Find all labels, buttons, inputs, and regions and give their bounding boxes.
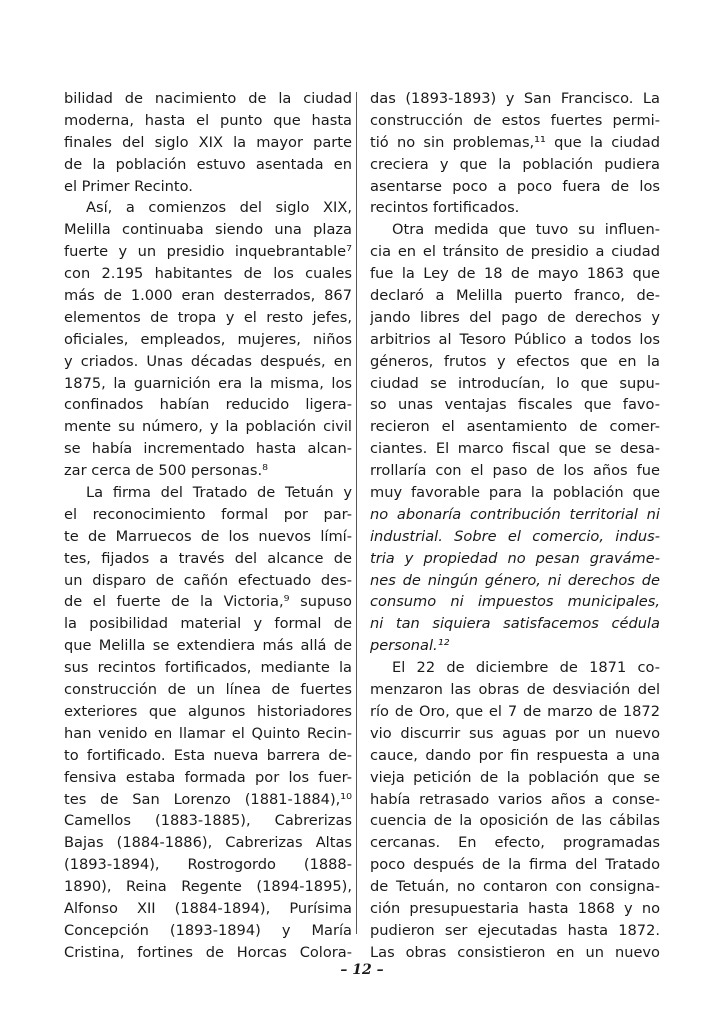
- text-line: to fortificado. Esta nueva barrera de-: [64, 746, 352, 764]
- text-line: pudieron ser ejecutadas hasta 1872.: [370, 921, 660, 939]
- text-line: y criados. Unas décadas después, en: [64, 352, 352, 370]
- text-line: recintos fortificados.: [370, 199, 520, 217]
- text-line: finales del siglo XIX la mayor parte: [64, 133, 352, 151]
- text-line: de Tetuán, no contaron con consigna-: [370, 878, 660, 896]
- text-line: se había incrementado hasta alcan-: [64, 440, 352, 458]
- text-line: de la población estuvo asentada en: [64, 155, 352, 173]
- text-line: la posibilidad material y formal de: [64, 615, 352, 633]
- text-line: poco después de la firma del Tratado: [370, 856, 660, 874]
- text-line: vio discurrir sus aguas por un nuevo: [370, 724, 660, 742]
- text-line: fuerte y un presidio inquebrantable⁷: [64, 243, 352, 261]
- text-line: jando libres del pago de derechos y: [370, 308, 660, 326]
- text-line: de el fuerte de la Victoria,⁹ supuso: [64, 593, 352, 611]
- text-line: asentarse poco a poco fuera de los: [370, 177, 660, 195]
- text-line: Concepción (1893-1894) y María: [64, 921, 352, 939]
- text-line: cia en el tránsito de presidio a ciudad: [370, 243, 660, 261]
- text-line: cauce, dando por fin respuesta a una: [370, 746, 660, 764]
- text-line: arbitrios al Tesoro Público a todos los: [370, 330, 660, 348]
- text-line: (1893-1894), Rostrogordo (1888-: [64, 856, 352, 874]
- text-line: con 2.195 habitantes de los cuales: [64, 265, 352, 283]
- text-line: tió no sin problemas,¹¹ que la ciudad: [370, 133, 660, 151]
- text-line: industrial. Sobre el comercio, indus-: [370, 527, 660, 545]
- text-line: cuencia de la oposición de las cábilas: [370, 812, 660, 830]
- text-line: consumo ni impuestos municipales,: [370, 593, 660, 611]
- text-line: vieja petición de la población que se: [370, 768, 660, 786]
- text-line: un disparo de cañón efectuado des-: [64, 571, 352, 589]
- text-line: Otra medida que tuvo su influen-: [392, 221, 660, 239]
- text-line: no abonaría contribución territorial ni: [370, 505, 660, 523]
- text-line: 1875, la guarnición era la misma, los: [64, 374, 352, 392]
- text-line: construcción de estos fuertes permi-: [370, 111, 660, 129]
- text-line: 1890), Reina Regente (1894-1895),: [64, 878, 352, 896]
- text-line: exteriores que algunos historiadores: [64, 702, 352, 720]
- text-line: Cristina, fortines de Horcas Colora-: [64, 943, 352, 961]
- text-line: ciantes. El marco fiscal que se desa-: [370, 440, 660, 458]
- page-number: – 12 –: [340, 962, 384, 978]
- text-line: el reconocimiento formal por par-: [64, 505, 352, 523]
- text-line: Así, a comienzos del siglo XIX,: [86, 199, 352, 217]
- text-line: Las obras consistieron en un nuevo: [370, 943, 660, 961]
- text-line: oficiales, empleados, mujeres, niños: [64, 330, 352, 348]
- text-line: moderna, hasta el punto que hasta: [64, 111, 352, 129]
- text-line: te de Marruecos de los nuevos límí-: [64, 527, 352, 545]
- text-line: El 22 de diciembre de 1871 co-: [392, 659, 660, 677]
- left-text-column: [64, 88, 352, 964]
- text-line: Camellos (1883-1885), Cabrerizas: [64, 812, 352, 830]
- text-line: cercanas. En efecto, programadas: [370, 834, 660, 852]
- text-line: creciera y que la población pudiera: [370, 155, 660, 173]
- text-line: fue la Ley de 18 de mayo 1863 que: [370, 265, 660, 283]
- text-line: Bajas (1884-1886), Cabrerizas Altas: [64, 834, 352, 852]
- text-line: fensiva estaba formada por los fuer-: [64, 768, 352, 786]
- text-line: rrollaría con el paso de los años fue: [370, 462, 660, 480]
- right-text-column: [370, 88, 660, 964]
- text-line: ciudad se introducían, lo que supu-: [370, 374, 660, 392]
- text-line: La firma del Tratado de Tetuán y: [86, 484, 352, 502]
- text-line: el Primer Recinto.: [64, 177, 193, 195]
- text-line: bilidad de nacimiento de la ciudad: [64, 90, 352, 107]
- text-line: so unas ventajas fiscales que favo-: [370, 396, 660, 414]
- text-line: tes de San Lorenzo (1881-1884),¹⁰: [64, 790, 352, 808]
- text-line: mente su número, y la población civil: [64, 418, 352, 436]
- text-line: declaró a Melilla puerto franco, de-: [370, 287, 660, 305]
- text-line: géneros, frutos y efectos que en la: [370, 352, 660, 370]
- text-line: muy favorable para la población que: [370, 484, 660, 502]
- text-line: confinados habían reducido ligera-: [64, 396, 352, 414]
- text-line: nes de ningún género, ni derechos de: [370, 571, 660, 589]
- text-line: zar cerca de 500 personas.⁸: [64, 462, 268, 480]
- text-line: Alfonso XII (1884-1894), Purísima: [64, 899, 352, 917]
- text-line: tes, fijados a través del alcance de: [64, 549, 352, 567]
- text-line: han venido en llamar el Quinto Recin-: [64, 724, 352, 742]
- text-line: construcción de un línea de fuertes: [64, 681, 352, 699]
- text-line: río de Oro, que el 7 de marzo de 1872: [370, 702, 660, 720]
- text-line: Melilla continuaba siendo una plaza: [64, 221, 352, 239]
- text-line: personal.¹²: [370, 637, 450, 655]
- text-line: elementos de tropa y el resto jefes,: [64, 308, 352, 326]
- column-divider: [356, 92, 357, 934]
- text-line: recieron el asentamiento de comer-: [370, 418, 660, 436]
- text-line: había retrasado varios años a conse-: [370, 790, 660, 808]
- text-line: das (1893-1893) y San Francisco. La: [370, 90, 660, 107]
- text-line: ción presupuestaria hasta 1868 y no: [370, 899, 660, 917]
- text-line: que Melilla se extendiera más allá de: [64, 637, 352, 655]
- text-line: tria y propiedad no pesan graváme-: [370, 549, 660, 567]
- text-line: más de 1.000 eran desterrados, 867: [64, 287, 352, 305]
- text-line: sus recintos fortificados, mediante la: [64, 659, 352, 677]
- text-line: menzaron las obras de desviación del: [370, 681, 660, 699]
- text-line: ni tan siquiera satisfacemos cédula: [370, 615, 660, 633]
